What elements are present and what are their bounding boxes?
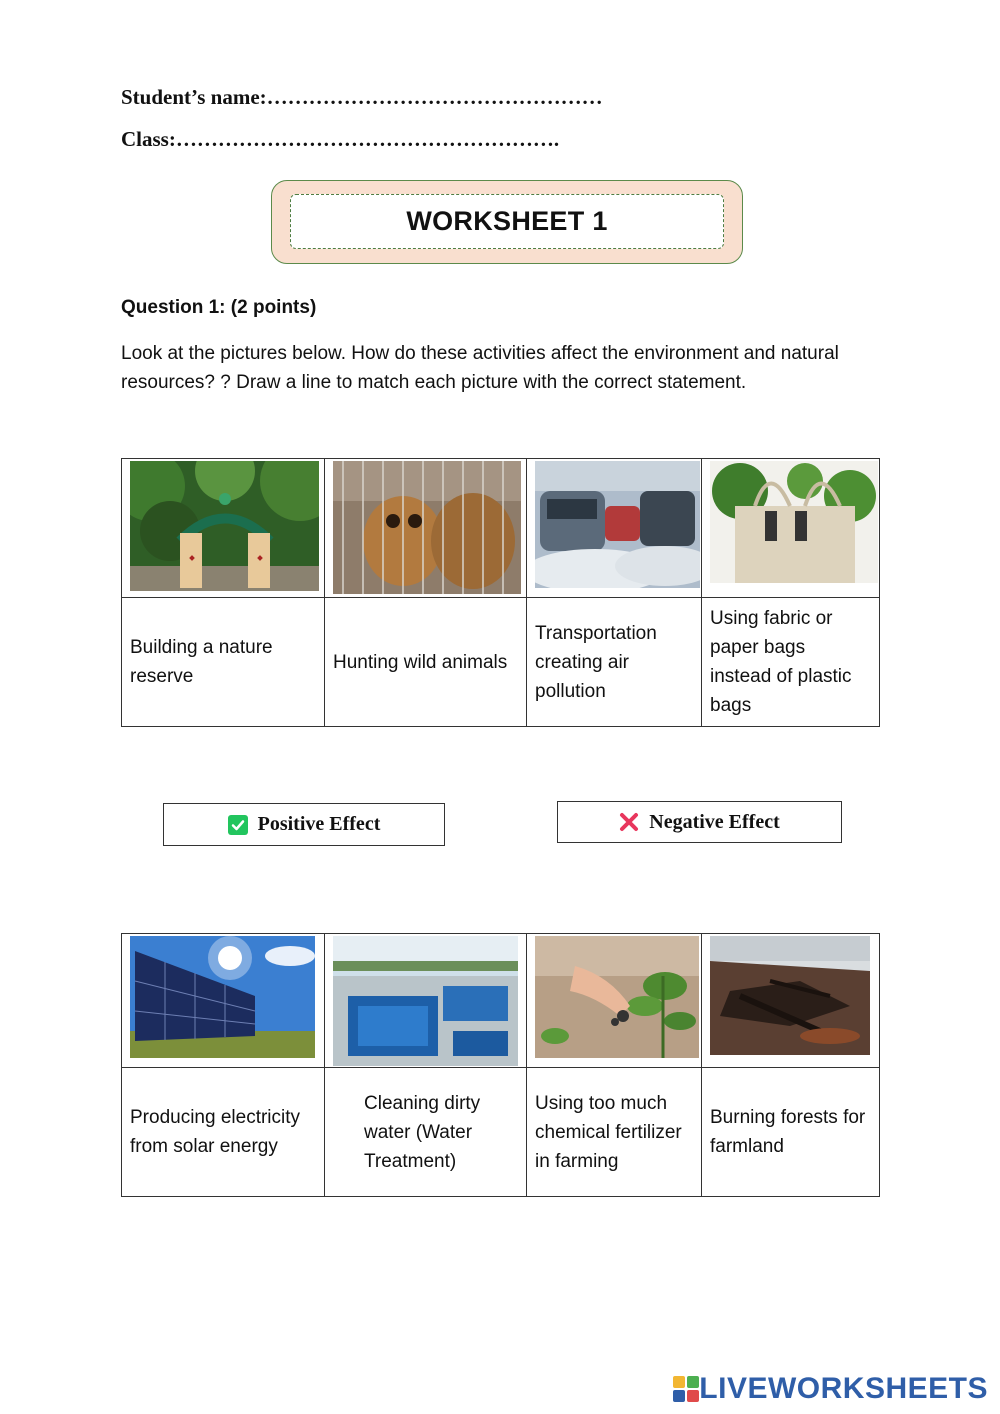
liveworksheets-logo-icon <box>673 1376 699 1402</box>
caged-loris-photo <box>333 461 521 594</box>
burned-forest-photo <box>710 936 870 1055</box>
image-cell <box>122 934 325 1068</box>
negative-effect-box[interactable] <box>557 801 842 843</box>
student-name-line: Student’s name:………………………………………… <box>121 85 603 109</box>
question-instructions: Look at the pictures below. How do these activities affect the environment and natural resources? ? Draw a line to match each picture with the correct statement. <box>121 343 839 393</box>
positive-effect-label: Positive Effect <box>257 813 381 835</box>
positive-effect-box[interactable] <box>163 803 445 846</box>
check-icon <box>228 815 248 835</box>
activity-caption: Using fabric or paper bags instead of plastic bags <box>702 598 880 727</box>
image-cell <box>527 934 702 1068</box>
water-treatment-plant-photo <box>333 936 518 1066</box>
fertilizer-hand-photo <box>535 936 699 1058</box>
liveworksheets-logo <box>673 1372 988 1406</box>
traffic-exhaust-photo <box>535 461 700 588</box>
negative-effect-label: Negative Effect <box>649 810 780 833</box>
image-cell <box>702 934 880 1068</box>
solar-panels-photo <box>130 936 315 1058</box>
activity-caption: Burning forests for farmland <box>702 1068 880 1197</box>
worksheet-title: WORKSHEET 1 <box>290 194 724 249</box>
cross-icon <box>619 812 639 832</box>
activity-caption: Producing electricity from solar energy <box>122 1068 325 1197</box>
activity-caption: Using too much chemical fertilizer in farming <box>527 1068 702 1197</box>
activity-caption: Building a nature reserve <box>122 598 325 727</box>
nature-reserve-gate-photo <box>130 461 319 591</box>
fabric-bag-vegetables-photo <box>710 461 878 583</box>
liveworksheets-wordmark: LIVEWORKSHEETS <box>699 1372 988 1405</box>
image-cell <box>527 459 702 598</box>
image-cell <box>702 459 880 598</box>
activity-caption: Hunting wild animals <box>325 598 527 727</box>
activity-table-1 <box>121 458 880 727</box>
class-line: Class:………………………………………………. <box>121 127 560 151</box>
image-cell <box>325 934 527 1068</box>
activity-caption: Cleaning dirty water (Water Treatment) <box>325 1068 527 1197</box>
image-cell <box>325 459 527 598</box>
activity-table-2 <box>121 933 880 1197</box>
activity-caption: Transportation creating air pollution <box>527 598 702 727</box>
image-cell <box>122 459 325 598</box>
question-title: Question 1: (2 points) <box>121 297 317 318</box>
worksheet-title-frame <box>271 180 743 264</box>
